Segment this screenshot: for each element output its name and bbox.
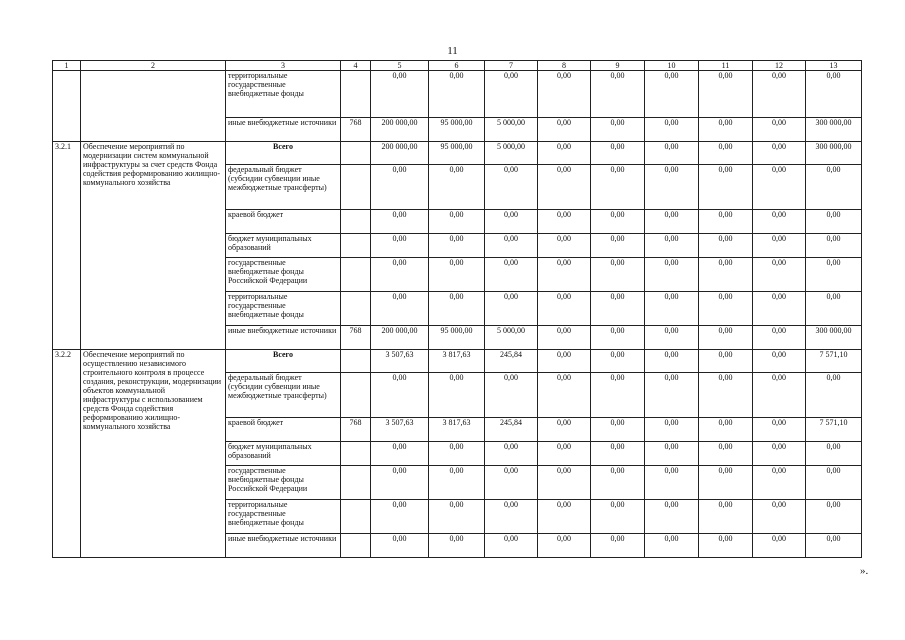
table-row [53, 350, 862, 373]
column-header: 4 [341, 61, 371, 71]
funding-source-cell: территориальные государственные внебюджетные фонды [226, 500, 341, 534]
amount-cell: 0,00 [753, 326, 806, 350]
amount-cell: 0,00 [591, 118, 645, 142]
amount-cell: 0,00 [645, 234, 699, 258]
amount-cell: 0,00 [371, 71, 429, 118]
amount-cell: 0,00 [538, 258, 591, 292]
amount-cell: 0,00 [806, 210, 862, 234]
budget-code-cell [341, 165, 371, 210]
amount-cell: 0,00 [699, 466, 753, 500]
amount-cell: 300 000,00 [806, 142, 862, 165]
amount-cell: 0,00 [485, 500, 538, 534]
budget-code-cell [341, 350, 371, 373]
amount-cell: 0,00 [538, 442, 591, 466]
amount-cell: 0,00 [485, 258, 538, 292]
funding-source-cell: Всего [226, 350, 341, 373]
amount-cell: 0,00 [699, 234, 753, 258]
amount-cell: 0,00 [753, 442, 806, 466]
amount-cell: 0,00 [371, 500, 429, 534]
amount-cell: 5 000,00 [485, 142, 538, 165]
column-header: 7 [485, 61, 538, 71]
amount-cell: 0,00 [429, 466, 485, 500]
amount-cell: 0,00 [371, 466, 429, 500]
amount-cell: 0,00 [485, 71, 538, 118]
column-header: 6 [429, 61, 485, 71]
amount-cell: 0,00 [699, 326, 753, 350]
budget-table [52, 60, 862, 558]
program-code-cell: 3.2.2 [53, 350, 81, 558]
funding-source-cell: бюджет муниципальных образований [226, 442, 341, 466]
amount-cell: 0,00 [753, 165, 806, 210]
amount-cell: 0,00 [699, 350, 753, 373]
program-code-cell: 3.2.1 [53, 142, 81, 350]
amount-cell: 0,00 [591, 142, 645, 165]
amount-cell: 0,00 [753, 142, 806, 165]
funding-source-cell: федеральный бюджет (субсидии субвенции иные межбюджетные трансферты) [226, 165, 341, 210]
program-name-cell [81, 71, 226, 142]
program-name-cell: Обеспечение мероприятий по модернизации систем коммунальной инфраструктуры за счет средств Фонда содействия реформированию жилищно-коммунального хозяйства [81, 142, 226, 350]
amount-cell: 0,00 [753, 71, 806, 118]
budget-code-cell: 768 [341, 118, 371, 142]
column-header: 5 [371, 61, 429, 71]
amount-cell: 0,00 [645, 500, 699, 534]
amount-cell: 0,00 [645, 534, 699, 558]
amount-cell: 0,00 [538, 418, 591, 442]
amount-cell: 0,00 [699, 165, 753, 210]
amount-cell: 0,00 [538, 142, 591, 165]
funding-source-cell: краевой бюджет [226, 418, 341, 442]
amount-cell: 0,00 [806, 292, 862, 326]
amount-cell: 0,00 [538, 71, 591, 118]
amount-cell: 245,84 [485, 350, 538, 373]
amount-cell: 0,00 [429, 258, 485, 292]
funding-source-cell: федеральный бюджет (субсидии субвенции иные межбюджетные трансферты) [226, 373, 341, 418]
amount-cell: 0,00 [753, 210, 806, 234]
funding-source-cell: иные внебюджетные источники [226, 118, 341, 142]
funding-source-cell: территориальные государственные внебюджетные фонды [226, 292, 341, 326]
amount-cell: 0,00 [371, 442, 429, 466]
amount-cell: 5 000,00 [485, 118, 538, 142]
column-header: 12 [753, 61, 806, 71]
closing-mark: ». [860, 565, 869, 577]
budget-code-cell [341, 210, 371, 234]
column-header: 13 [806, 61, 862, 71]
amount-cell: 7 571,10 [806, 350, 862, 373]
budget-code-cell [341, 234, 371, 258]
funding-source-cell: иные внебюджетные источники [226, 326, 341, 350]
funding-source-cell: государственные внебюджетные фонды Российской Федерации [226, 466, 341, 500]
amount-cell: 200 000,00 [371, 118, 429, 142]
funding-source-cell: Всего [226, 142, 341, 165]
amount-cell: 0,00 [485, 234, 538, 258]
amount-cell: 0,00 [806, 500, 862, 534]
amount-cell: 95 000,00 [429, 142, 485, 165]
amount-cell: 95 000,00 [429, 118, 485, 142]
budget-code-cell [341, 258, 371, 292]
budget-code-cell [341, 292, 371, 326]
amount-cell: 0,00 [371, 373, 429, 418]
amount-cell: 0,00 [371, 210, 429, 234]
amount-cell: 0,00 [806, 466, 862, 500]
budget-code-cell [341, 142, 371, 165]
budget-code-cell [341, 534, 371, 558]
column-header: 2 [81, 61, 226, 71]
amount-cell: 0,00 [699, 418, 753, 442]
amount-cell: 0,00 [645, 142, 699, 165]
amount-cell: 0,00 [429, 534, 485, 558]
amount-cell: 0,00 [429, 442, 485, 466]
amount-cell: 0,00 [753, 534, 806, 558]
amount-cell: 3 817,63 [429, 350, 485, 373]
amount-cell: 0,00 [645, 418, 699, 442]
amount-cell: 0,00 [806, 165, 862, 210]
amount-cell: 0,00 [485, 292, 538, 326]
amount-cell: 0,00 [806, 373, 862, 418]
amount-cell: 0,00 [591, 442, 645, 466]
amount-cell: 200 000,00 [371, 326, 429, 350]
amount-cell: 0,00 [591, 258, 645, 292]
amount-cell: 0,00 [485, 165, 538, 210]
column-header: 8 [538, 61, 591, 71]
budget-code-cell [341, 500, 371, 534]
amount-cell: 0,00 [806, 258, 862, 292]
amount-cell: 0,00 [591, 373, 645, 418]
amount-cell: 0,00 [645, 292, 699, 326]
amount-cell: 0,00 [753, 292, 806, 326]
amount-cell: 0,00 [429, 292, 485, 326]
budget-code-cell [341, 466, 371, 500]
amount-cell: 0,00 [645, 326, 699, 350]
amount-cell: 0,00 [591, 165, 645, 210]
amount-cell: 0,00 [645, 466, 699, 500]
amount-cell: 0,00 [806, 71, 862, 118]
budget-code-cell [341, 71, 371, 118]
funding-source-cell: краевой бюджет [226, 210, 341, 234]
table-body [53, 71, 862, 558]
amount-cell: 0,00 [591, 210, 645, 234]
amount-cell: 0,00 [429, 165, 485, 210]
column-header: 9 [591, 61, 645, 71]
amount-cell: 0,00 [753, 373, 806, 418]
funding-source-cell: иные внебюджетные источники [226, 534, 341, 558]
amount-cell: 0,00 [699, 118, 753, 142]
budget-code-cell: 768 [341, 326, 371, 350]
table-row [53, 71, 862, 118]
amount-cell: 0,00 [645, 442, 699, 466]
amount-cell: 0,00 [645, 165, 699, 210]
funding-source-cell: государственные внебюджетные фонды Российской Федерации [226, 258, 341, 292]
amount-cell: 0,00 [699, 210, 753, 234]
amount-cell: 0,00 [371, 258, 429, 292]
amount-cell: 0,00 [429, 373, 485, 418]
amount-cell: 0,00 [699, 142, 753, 165]
amount-cell: 0,00 [591, 350, 645, 373]
budget-code-cell [341, 373, 371, 418]
amount-cell: 0,00 [538, 118, 591, 142]
amount-cell: 0,00 [699, 258, 753, 292]
amount-cell: 0,00 [645, 118, 699, 142]
amount-cell: 0,00 [538, 534, 591, 558]
amount-cell: 200 000,00 [371, 142, 429, 165]
amount-cell: 0,00 [753, 234, 806, 258]
amount-cell: 3 817,63 [429, 418, 485, 442]
amount-cell: 0,00 [429, 234, 485, 258]
amount-cell: 0,00 [699, 373, 753, 418]
amount-cell: 0,00 [538, 165, 591, 210]
amount-cell: 0,00 [538, 326, 591, 350]
amount-cell: 0,00 [429, 71, 485, 118]
column-header: 11 [699, 61, 753, 71]
amount-cell: 0,00 [485, 373, 538, 418]
amount-cell: 0,00 [485, 210, 538, 234]
amount-cell: 0,00 [591, 292, 645, 326]
amount-cell: 0,00 [699, 500, 753, 534]
amount-cell: 300 000,00 [806, 326, 862, 350]
amount-cell: 0,00 [371, 165, 429, 210]
table-row [53, 142, 862, 165]
amount-cell: 0,00 [485, 466, 538, 500]
amount-cell: 0,00 [538, 292, 591, 326]
amount-cell: 0,00 [753, 118, 806, 142]
amount-cell: 0,00 [591, 234, 645, 258]
amount-cell: 95 000,00 [429, 326, 485, 350]
amount-cell: 0,00 [645, 373, 699, 418]
amount-cell: 0,00 [591, 71, 645, 118]
amount-cell: 3 507,63 [371, 418, 429, 442]
amount-cell: 0,00 [699, 534, 753, 558]
amount-cell: 0,00 [538, 350, 591, 373]
amount-cell: 0,00 [753, 258, 806, 292]
amount-cell: 300 000,00 [806, 118, 862, 142]
budget-code-cell [341, 442, 371, 466]
column-header: 1 [53, 61, 81, 71]
amount-cell: 0,00 [538, 234, 591, 258]
amount-cell: 0,00 [429, 500, 485, 534]
amount-cell: 0,00 [591, 418, 645, 442]
amount-cell: 0,00 [753, 466, 806, 500]
amount-cell: 0,00 [591, 534, 645, 558]
funding-source-cell: бюджет муниципальных образований [226, 234, 341, 258]
program-code-cell [53, 71, 81, 142]
amount-cell: 245,84 [485, 418, 538, 442]
amount-cell: 0,00 [645, 258, 699, 292]
amount-cell: 0,00 [699, 71, 753, 118]
amount-cell: 0,00 [371, 534, 429, 558]
amount-cell: 0,00 [645, 350, 699, 373]
column-header-row [53, 61, 862, 71]
amount-cell: 0,00 [371, 234, 429, 258]
amount-cell: 0,00 [806, 534, 862, 558]
funding-source-cell: территориальные государственные внебюджетные фонды [226, 71, 341, 118]
amount-cell: 0,00 [699, 292, 753, 326]
amount-cell: 0,00 [371, 292, 429, 326]
amount-cell: 0,00 [538, 466, 591, 500]
amount-cell: 0,00 [429, 210, 485, 234]
page-number: 11 [447, 45, 458, 57]
program-name-cell: Обеспечение мероприятий по осуществлению независимого строительного контроля в процессе создания, реконструкции, модернизации объектов коммунальной инфраструктуры с использованием средств Фонда содействия реформированию жилищно-коммунального хозяйства [81, 350, 226, 558]
amount-cell: 0,00 [538, 373, 591, 418]
amount-cell: 0,00 [806, 442, 862, 466]
column-header: 3 [226, 61, 341, 71]
amount-cell: 0,00 [591, 326, 645, 350]
amount-cell: 0,00 [538, 210, 591, 234]
amount-cell: 3 507,63 [371, 350, 429, 373]
amount-cell: 0,00 [806, 234, 862, 258]
column-header: 10 [645, 61, 699, 71]
amount-cell: 0,00 [753, 350, 806, 373]
amount-cell: 7 571,10 [806, 418, 862, 442]
amount-cell: 0,00 [538, 500, 591, 534]
amount-cell: 0,00 [645, 210, 699, 234]
amount-cell: 0,00 [591, 466, 645, 500]
budget-code-cell: 768 [341, 418, 371, 442]
amount-cell: 0,00 [485, 534, 538, 558]
amount-cell: 5 000,00 [485, 326, 538, 350]
amount-cell: 0,00 [591, 500, 645, 534]
amount-cell: 0,00 [699, 442, 753, 466]
amount-cell: 0,00 [753, 500, 806, 534]
amount-cell: 0,00 [485, 442, 538, 466]
amount-cell: 0,00 [753, 418, 806, 442]
amount-cell: 0,00 [645, 71, 699, 118]
